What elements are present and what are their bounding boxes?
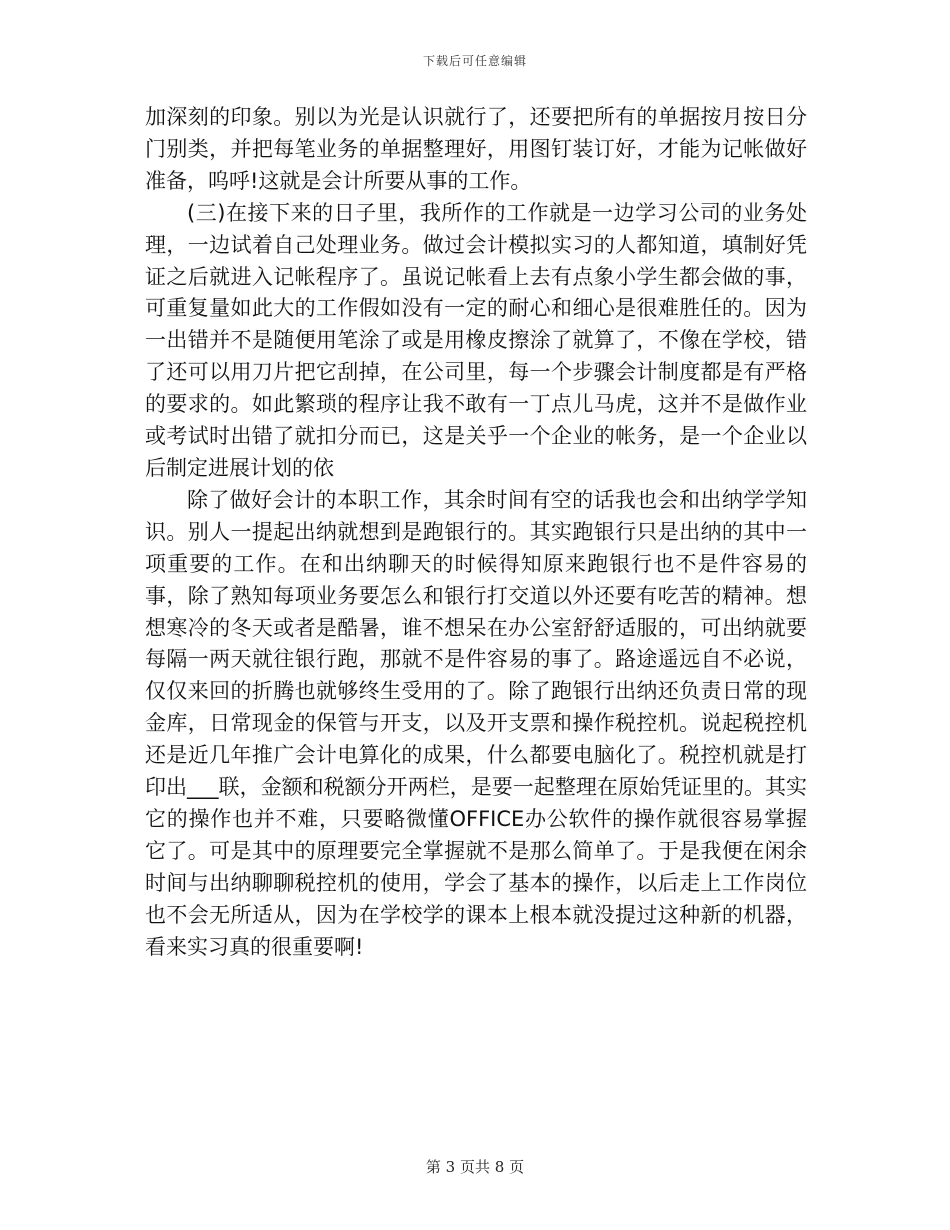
paragraph-1: 加深刻的印象。别以为光是认识就行了，还要把所有的单据按月按日分门别类，并把每笔业务的单据整理好，用图钉装订好，才能为记帐做好准备，呜呼!这就是会计所要从事的工作。 <box>145 105 807 193</box>
page-footer: 第 3 页共 8 页 <box>425 1158 525 1176</box>
paragraph-3: 除了做好会计的本职工作，其余时间有空的话我也会和出纳学学知识。别人一提起出纳就想到是跑银行的。其实跑银行只是出纳的其中一项重要的工作。在和出纳聊天的时候得知原来跑银行也不是件容易的事，除了熟知每项业务要怎么和银行打交道以外还要有吃苦的精神。想想寒冷的冬天或者是酷暑，谁不想呆在办公室舒舒适服的，可出纳就要每隔一两天就往银行跑，那就不是件容易的事了。路途遥远自不必说，仅仅来回的折腾也就够终生受用的了。除了跑银行出纳还负责日常的现金库，日常现金的保管与开支，以及开支票和操作税控机。说起税控机还是近几年推广会计电算化的成果，什么都要电脑化了。税控机就是打印出___联，金额和税额分开两栏，是要一起整理在原始凭证里的。其实它的操作也并不难，只要略微懂OFFICE办公软件的操作就很容易掌握它了。可是其中的原理要完全掌握就不是那么简单了。于是我便在闲余时间与出纳聊聊税控机的使用，学会了基本的操作，以后走上工作岗位也不会无所适从，因为在学校学的课本上根本就没提过这种新的机器，看来实习真的很重要啊! <box>145 487 807 959</box>
paragraph-2: (三)在接下来的日子里，我所作的工作就是一边学习公司的业务处理，一边试着自己处理业务。做过会计模拟实习的人都知道，填制好凭证之后就进入记帐程序了。虽说记帐看上去有点象小学生都会做的事，可重复量如此大的工作假如没有一定的耐心和细心是很难胜任的。因为一出错并不是随便用笔涂了或是用橡皮擦涂了就算了，不像在学校，错了还可以用刀片把它刮掉，在公司里，每一个步骤会计制度都是有严格的要求的。如此繁琐的程序让我不敢有一丁点儿马虎，这并不是做作业或考试时出错了就扣分而已，这是关乎一个企业的帐务，是一个企业以后制定进展计划的依 <box>145 200 807 480</box>
document-body <box>145 102 807 963</box>
page-header: 下载后可任意编辑 <box>422 54 527 68</box>
